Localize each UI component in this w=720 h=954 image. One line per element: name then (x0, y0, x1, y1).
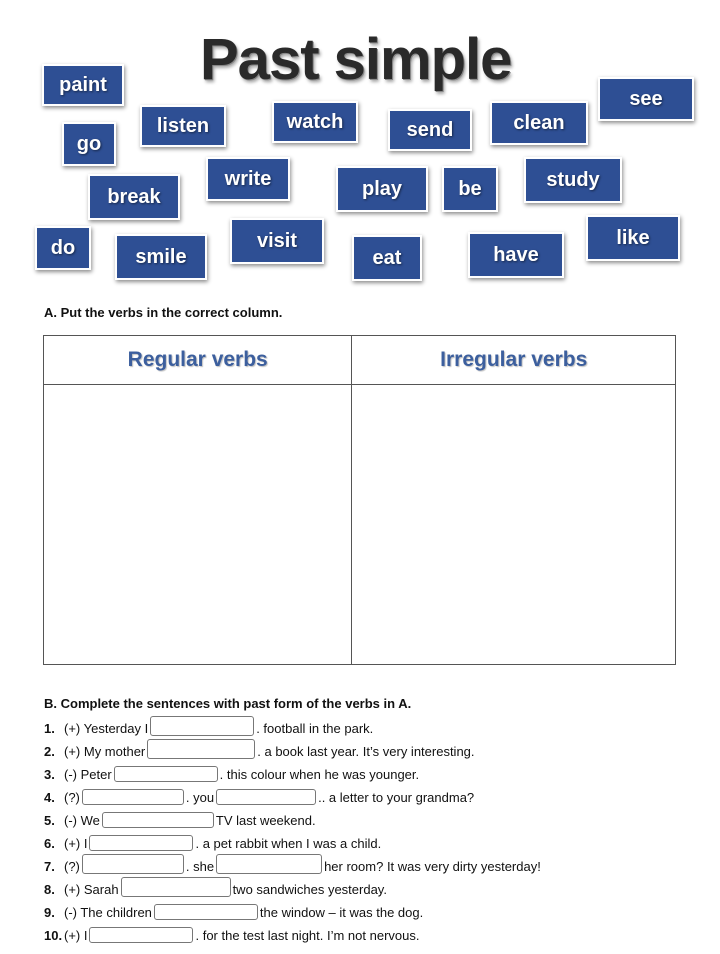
chip-label: do (50, 236, 76, 259)
section-a-instruction: A. Put the verbs in the correct column. (44, 305, 283, 320)
chip-send[interactable] (388, 109, 472, 151)
sentence-text: (+) I (64, 836, 88, 851)
chip-play[interactable] (336, 166, 428, 212)
answer-blank[interactable] (102, 812, 214, 828)
verbs-table (43, 335, 676, 665)
sentence-number: 6. (44, 836, 55, 851)
sentence-text: (+) My mother (64, 744, 146, 759)
sentence-text: (-) Peter (64, 767, 112, 782)
chip-label: send (406, 118, 454, 141)
chip-label: go (76, 132, 102, 155)
chip-label: eat (372, 246, 402, 269)
chip-have[interactable] (468, 232, 564, 278)
sentence-2 (44, 741, 475, 759)
irregular-verbs-dropzone[interactable] (352, 385, 676, 665)
answer-blank[interactable] (89, 835, 193, 851)
sentence-8 (44, 879, 387, 897)
sentence-7 (44, 856, 541, 874)
sentence-number: 5. (44, 813, 55, 828)
chip-watch[interactable] (272, 101, 358, 143)
section-b-instruction: B. Complete the sentences with past form of the verbs in A. (44, 696, 412, 711)
answer-blank[interactable] (82, 789, 184, 805)
regular-verbs-header: Regular verbs (44, 336, 352, 385)
chip-study[interactable] (524, 157, 622, 203)
sentence-text: (?) (64, 790, 80, 805)
chip-see[interactable] (598, 77, 694, 121)
chip-smile[interactable] (115, 234, 207, 280)
sentence-text: her room? It was very dirty yesterday! (324, 859, 541, 874)
chip-clean[interactable] (490, 101, 588, 145)
sentence-text: . football in the park. (256, 721, 374, 736)
sentence-1 (44, 718, 373, 736)
answer-blank[interactable] (114, 766, 218, 782)
chip-label: be (458, 177, 482, 200)
regular-verbs-dropzone[interactable] (44, 385, 352, 665)
sentence-number: 3. (44, 767, 55, 782)
answer-blank[interactable] (147, 739, 255, 759)
sentence-text: (?) (64, 859, 80, 874)
sentence-text: . a book last year. It’s very interesting. (257, 744, 475, 759)
answer-blank[interactable] (216, 789, 316, 805)
sentence-number: 10. (44, 928, 63, 943)
chip-paint[interactable] (42, 64, 124, 106)
sentence-number: 2. (44, 744, 55, 759)
chip-write[interactable] (206, 157, 290, 201)
sentence-3 (44, 764, 419, 782)
chip-do[interactable] (35, 226, 91, 270)
sentence-4 (44, 787, 474, 805)
chip-label: clean (513, 111, 565, 134)
irregular-verbs-header: Irregular verbs (352, 336, 676, 385)
sentence-number: 4. (44, 790, 55, 805)
sentence-text: . she (185, 859, 215, 874)
sentence-number: 8. (44, 882, 55, 897)
chip-listen[interactable] (140, 105, 226, 147)
chip-label: watch (286, 110, 344, 133)
sentence-text: (+) Yesterday I (64, 721, 149, 736)
answer-blank[interactable] (154, 904, 258, 920)
chip-label: study (546, 168, 600, 191)
answer-blank[interactable] (216, 854, 322, 874)
page-title: Past simple (200, 27, 512, 92)
sentence-text: . you (185, 790, 215, 805)
chip-eat[interactable] (352, 235, 422, 281)
sentence-5 (44, 810, 316, 828)
chip-label: have (493, 243, 539, 266)
chip-label: break (107, 185, 161, 208)
sentence-number: 1. (44, 721, 55, 736)
chip-be[interactable] (442, 166, 498, 212)
chip-label: visit (256, 229, 298, 252)
chip-break[interactable] (88, 174, 180, 220)
answer-blank[interactable] (121, 877, 231, 897)
chip-like[interactable] (586, 215, 680, 261)
sentence-text: .. a letter to your grandma? (318, 790, 475, 805)
chip-label: like (616, 226, 650, 249)
chip-label: paint (59, 73, 107, 96)
sentence-6 (44, 833, 381, 851)
sentence-text: . a pet rabbit when I was a child. (195, 836, 382, 851)
chip-visit[interactable] (230, 218, 324, 264)
sentence-text: the window – it was the dog. (259, 905, 424, 920)
sentence-text: (-) We (64, 813, 100, 828)
sentence-text: . this colour when he was younger. (219, 767, 420, 782)
answer-blank[interactable] (150, 716, 254, 736)
sentence-number: 9. (44, 905, 55, 920)
chip-label: see (629, 87, 663, 110)
chip-label: write (224, 167, 272, 190)
sentence-number: 7. (44, 859, 55, 874)
sentence-text: . for the test last night. I’m not nervous. (195, 928, 420, 943)
sentence-9 (44, 902, 423, 920)
answer-blank[interactable] (89, 927, 193, 943)
sentence-text: (-) The children (64, 905, 152, 920)
sentence-text: (+) Sarah (64, 882, 119, 897)
chip-label: listen (156, 114, 210, 137)
sentence-text: two sandwiches yesterday. (232, 882, 387, 897)
sentence-10 (44, 925, 419, 943)
chip-label: smile (135, 245, 187, 268)
answer-blank[interactable] (82, 854, 184, 874)
sentence-text: TV last weekend. (215, 813, 316, 828)
chip-go[interactable] (62, 122, 116, 166)
chip-label: play (361, 177, 403, 200)
sentence-text: (+) I (64, 928, 88, 943)
